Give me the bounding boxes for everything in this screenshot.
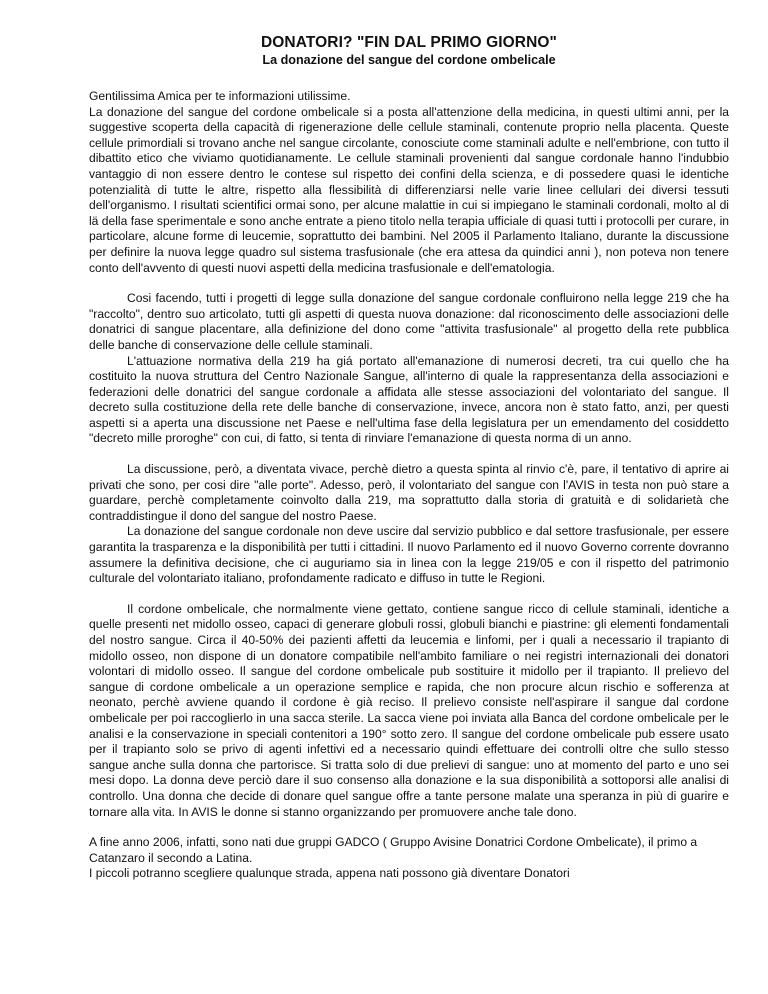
paragraph-discussion: La discussione, però, a diventata vivace, perchè dietro a questa spinta al rinvio c'è, pare, il tentativo di aprire ai privati che sono, per cosi dire "alle porte". Adesso, però, il volontariato del sangue con l'AVIS in testa non può stare a guardare, perchè completamente coinvolto dalla 219, ma soprattutto dalla storia di gratuità e di solidarietà che contraddistingue il dono del sangue del nostro Paese.: [89, 462, 729, 523]
paragraph-umbilical-cord: Il cordone ombelicale, che normalmente viene gettato, contiene sangue ricco di cellule staminali, identiche a quelle presenti net midollo osseo, capaci di generare globuli rossi, globuli bianchi e piastrine: gli elementi fondamentali del nostro sangue. Circa il 40-50% dei pazienti affetti da leucemia e linfomi, per i quali a necessario il trapianto di midollo osseo, non dispone di un donatore compatibile nell'ambito familiare o nei registri internazionali dei donatori volontari di midollo osseo. Il sangue del cordone ombelicale pub sostituire it midollo per il trapianto. Il prelievo del sangue di cordone ombelicale a un operazione semplice e rapida, che non procure alcun rischio e sofferenza at neonato, perchè avviene quando il cordone è già reciso. Il prelievo consiste nell'aspirare il sangue dal cordone ombelicale per poi raccoglierlo in una sacca sterile. La sacca viene poi inviata alla Banca del cordone ombelicale per le analisi e la conservazione in speciali contenitori a 190° sotto zero. Il sangue del cordone ombelicale pub essere usato per il trapianto solo se privo di agenti infettivi ed a necessario quindi effettuare dei controlli oltre che sullo stesso sangue anche sulla donna che partorisce. Si tratta solo di due prelievi di sangue: uno at momento del parto e uno sei mesi dopo. La donna deve perciò dare il suo consenso alla donazione e la sua disponibilità a sottoporsi alle analisi di controllo. Una donna che decide di donare quel sangue offre a tante persone malate una speranza in più di guarire e tornare alla vita. In AVIS le donne si stanno organizzando per promuovere anche tale dono.: [89, 601, 729, 819]
paragraph-law-219: Cosi facendo, tutti i progetti di legge sulla donazione del sangue cordonale confluirono nella legge 219 che ha "raccolto", dentro suo articolato, tutti gli aspetti di questa nuova donazione: dal riconoscimento delle associazioni delle donatrici di sangue placentare, alla definizione del dono come "attivita trasfusionale" al progetto della rete pubblica delle banche di conservazione delle cellule staminali.: [89, 291, 729, 352]
greeting-line: Gentilissima Amica per te informazioni utilissime.: [89, 89, 351, 103]
closing-line: I piccoli potranno scegliere qualunque strada, appena nati possono già diventare Donatori: [89, 866, 570, 881]
document-subtitle: La donazione del sangue del cordone ombelicale: [262, 53, 556, 67]
paragraph-normative-implementation: L'attuazione normativa della 219 ha giá portato all'emanazione di numerosi decreti, tra cui quello che ha costituito la nuova struttura del Centro Nazionale Sangue, all'interno di quale la rappresentanza della associazioni e federazioni delle donatrici del sangue cordonale a affidata alle stesse associazioni del volontariato del sangue. Il decreto sulla costituzione della rete delle banche di conservazione, invece, ancora non è stato fatto, anzi, per questi aspetti si a aperta una discussione net Paese e nell'ultima fase della legislatura per un emendamento del cosiddetto "decreto mille proroghe" con cui, di fatto, si tenta di rinviare l'emanazione di questa norma di un anno.: [89, 353, 729, 446]
document-page: [89, 34, 729, 882]
document-title: DONATORI? "FIN DAL PRIMO GIORNO": [260, 34, 558, 51]
paragraph-stem-cells: La donazione del sangue del cordone ombelicale si a posta all'attenzione della medicina, in questi ultimi anni, per la suggestive scoperta della capacità di rigenerazione delle cellule staminali, contenute proprio nella placenta. Queste cellule primordiali si trovano anche nel sangue circolante, conosciute come staminali adulte e nell'embrione, con tutto il dibattito etico che viviamo quotidianamente. Le cellule staminali provenienti dal sangue cordonale hanno l'indubbio vantaggio di non essere dentro le contese sul rispetto dei confini della scienza, e di possedere quasi le identiche potenzialità di tutte le altre, rispetto alla flessibilità di differenziarsi nelle varie linee cellulari dei diversi tessuti dell'organismo. I risultati scientifici ormai sono, per alcune malattie in cui si impiegano le staminali cordonali, molto al di lä della fase sperimentale e sono anche entrate a pieno titolo nella terapia ufficiale di quasi tutti i protocolli per curare, in particolare, alcune forme di leucemie, soprattutto dei bambini. Nel 2005 il Parlamento Italiano, durante la discussione per definire la nuova legge quadro sul sistema trasfusionale (che era attesa da quindici anni ), non poteva non tenere conto dell'avvento di questi nuovi aspetti della medicina trasfusionale e dell'ematologia.: [89, 104, 729, 275]
paragraph-gadco-groups: A fine anno 2006, infatti, sono nati due gruppi GADCO ( Gruppo Avisine Donatrici Cordone Ombelicate), il primo a Catanzaro il secondo a Latina.: [89, 835, 698, 865]
paragraph-public-service: La donazione del sangue cordonale non deve uscire dal servizio pubblico e dal settore trasfusionale, per essere garantita la trasparenza e la disponibilità per tutti i cittadini. Il nuovo Parlamento ed il nuovo Governo corrente dovranno assumere la definitiva decisione, che ci auguriamo sia in linea con la legge 219/05 e con il rispetto del patrimonio culturale del volontariato italiano, profondamente radicato e diffuso in tutte le Regioni.: [89, 524, 729, 586]
